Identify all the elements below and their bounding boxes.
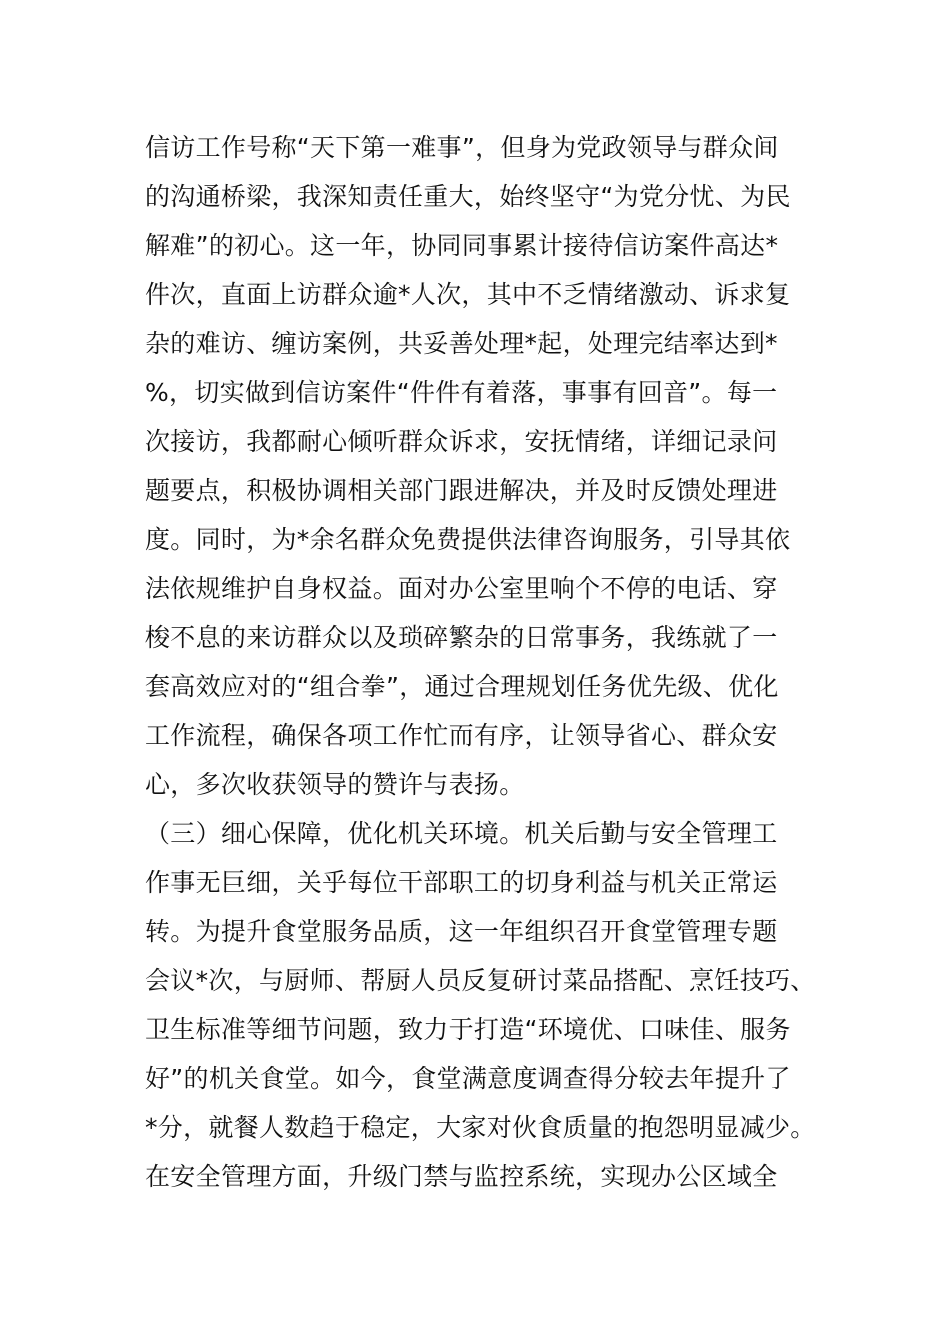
text-line: %，切实做到信访案件“件件有着落，事事有回音”。每一 — [145, 378, 778, 407]
text-line: 的沟通桥梁，我深知责任重大，始终坚守“为党分忧、为民 — [145, 182, 791, 211]
text-line: 解难”的初心。这一年，协同同事累计接待信访案件高达* — [145, 231, 779, 260]
text-line: 转。为提升食堂服务品质，这一年组织召开食堂管理专题 — [145, 917, 778, 946]
text-line: 卫生标准等细节问题，致力于打造“环境优、口味佳、服务 — [145, 1015, 791, 1044]
text-line: 杂的难访、缠访案例，共妥善处理*起，处理完结率达到* — [145, 329, 778, 358]
text-line: 工作流程，确保各项工作忙而有序，让领导省心、群众安 — [145, 721, 778, 750]
text-line: 好”的机关食堂。如今，食堂满意度调查得分较去年提升了 — [145, 1064, 791, 1093]
text-line: 套高效应对的“组合拳”，通过合理规划任务优先级、优化 — [145, 672, 779, 701]
text-line: 心，多次收获领导的赞许与表扬。 — [145, 770, 525, 799]
text-line: 度。同时，为*余名群众免费提供法律咨询服务，引导其依 — [145, 525, 791, 554]
text-line: 题要点，积极协调相关部门跟进解决，并及时反馈处理进 — [145, 476, 778, 505]
text-line: 作事无巨细，关乎每位干部职工的切身利益与机关正常运 — [145, 868, 778, 897]
text-line: 次接访，我都耐心倾听群众诉求，安抚情绪，详细记录问 — [145, 427, 778, 456]
text-line: 法依规维护自身权益。面对办公室里响个不停的电话、穿 — [145, 574, 778, 603]
text-line: 梭不息的来访群众以及琐碎繁杂的日常事务，我练就了一 — [145, 623, 778, 652]
text-line: 在安全管理方面，升级门禁与监控系统，实现办公区域全 — [145, 1162, 778, 1191]
section-heading-line: （三）细心保障，优化机关环境。机关后勤与安全管理工 — [145, 819, 778, 848]
text-line: 件次，直面上访群众逾*人次，其中不乏情绪激动、诉求复 — [145, 280, 791, 309]
text-line: *分，就餐人数趋于稳定，大家对伙食质量的抱怨明显减少。 — [145, 1113, 816, 1142]
text-line: 会议*次，与厨师、帮厨人员反复研讨菜品搭配、烹饪技巧、 — [145, 966, 816, 995]
text-line: 信访工作号称“天下第一难事”，但身为党政领导与群众间 — [145, 133, 779, 162]
